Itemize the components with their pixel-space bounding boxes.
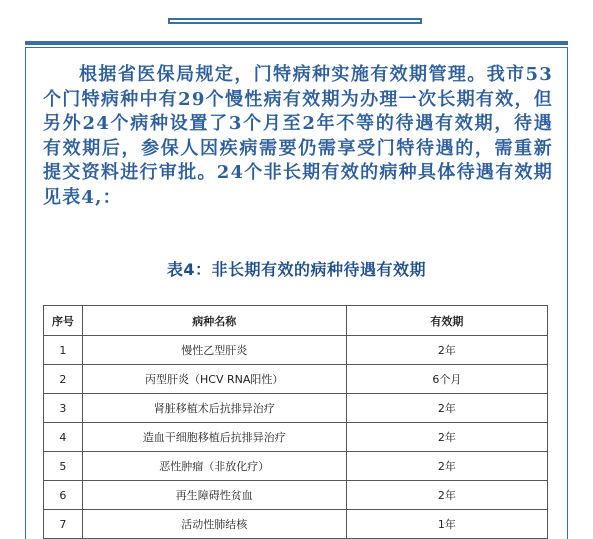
row-disease-name: 活动性肺结核 — [82, 510, 346, 539]
row-disease-name: 慢性乙型肝炎 — [82, 336, 346, 365]
row-validity: 2年 — [346, 336, 547, 365]
row-validity: 1年 — [346, 510, 547, 539]
row-validity: 2年 — [346, 423, 547, 452]
row-index: 5 — [44, 452, 83, 481]
table-row — [44, 423, 548, 452]
table-row — [44, 510, 548, 539]
row-index: 1 — [44, 336, 83, 365]
table-row — [44, 394, 548, 423]
row-disease-name: 肾脏移植术后抗排异治疗 — [82, 394, 346, 423]
row-index: 4 — [44, 423, 83, 452]
row-index: 7 — [44, 510, 83, 539]
row-validity: 2年 — [346, 452, 547, 481]
header-disease-name: 病种名称 — [82, 306, 346, 336]
header-index: 序号 — [44, 306, 83, 336]
frame-left-border — [25, 47, 26, 539]
row-disease-name: 造血干细胞移植后抗排异治疗 — [82, 423, 346, 452]
table-header-row — [44, 306, 548, 336]
row-validity: 6个月 — [346, 365, 547, 394]
row-index: 3 — [44, 394, 83, 423]
header-decoration-box — [168, 18, 422, 24]
validity-table — [43, 305, 548, 539]
row-validity: 2年 — [346, 481, 547, 510]
table-row — [44, 336, 548, 365]
row-validity: 2年 — [346, 394, 547, 423]
row-disease-name: 再生障碍性贫血 — [82, 481, 346, 510]
intro-paragraph: 根据省医保局规定，门特病种实施有效期管理。我市53个门特病种中有29个慢性病有效期为办理一次长期有效，但另外24个病种设置了3个月至2年不等的待遇有效期，待遇有效期后，参保人因疾病需要仍需享受门特待遇的，需重新提交资料进行审批。24个非长期有效的病种具体待遇有效期见表4,： — [43, 64, 553, 208]
table-row — [44, 365, 548, 394]
row-index: 2 — [44, 365, 83, 394]
row-index: 6 — [44, 481, 83, 510]
table-row — [44, 452, 548, 481]
row-disease-name: 恶性肿瘤（非放化疗） — [82, 452, 346, 481]
row-disease-name: 丙型肝炎（HCV RNA阳性） — [82, 365, 346, 394]
header-rule-thin — [25, 47, 568, 48]
header-validity: 有效期 — [346, 306, 547, 336]
table-row — [44, 481, 548, 510]
frame-right-border — [567, 47, 568, 539]
table-title: 表4：非长期有效的病种待遇有效期 — [166, 260, 427, 279]
header-rule — [25, 41, 568, 45]
